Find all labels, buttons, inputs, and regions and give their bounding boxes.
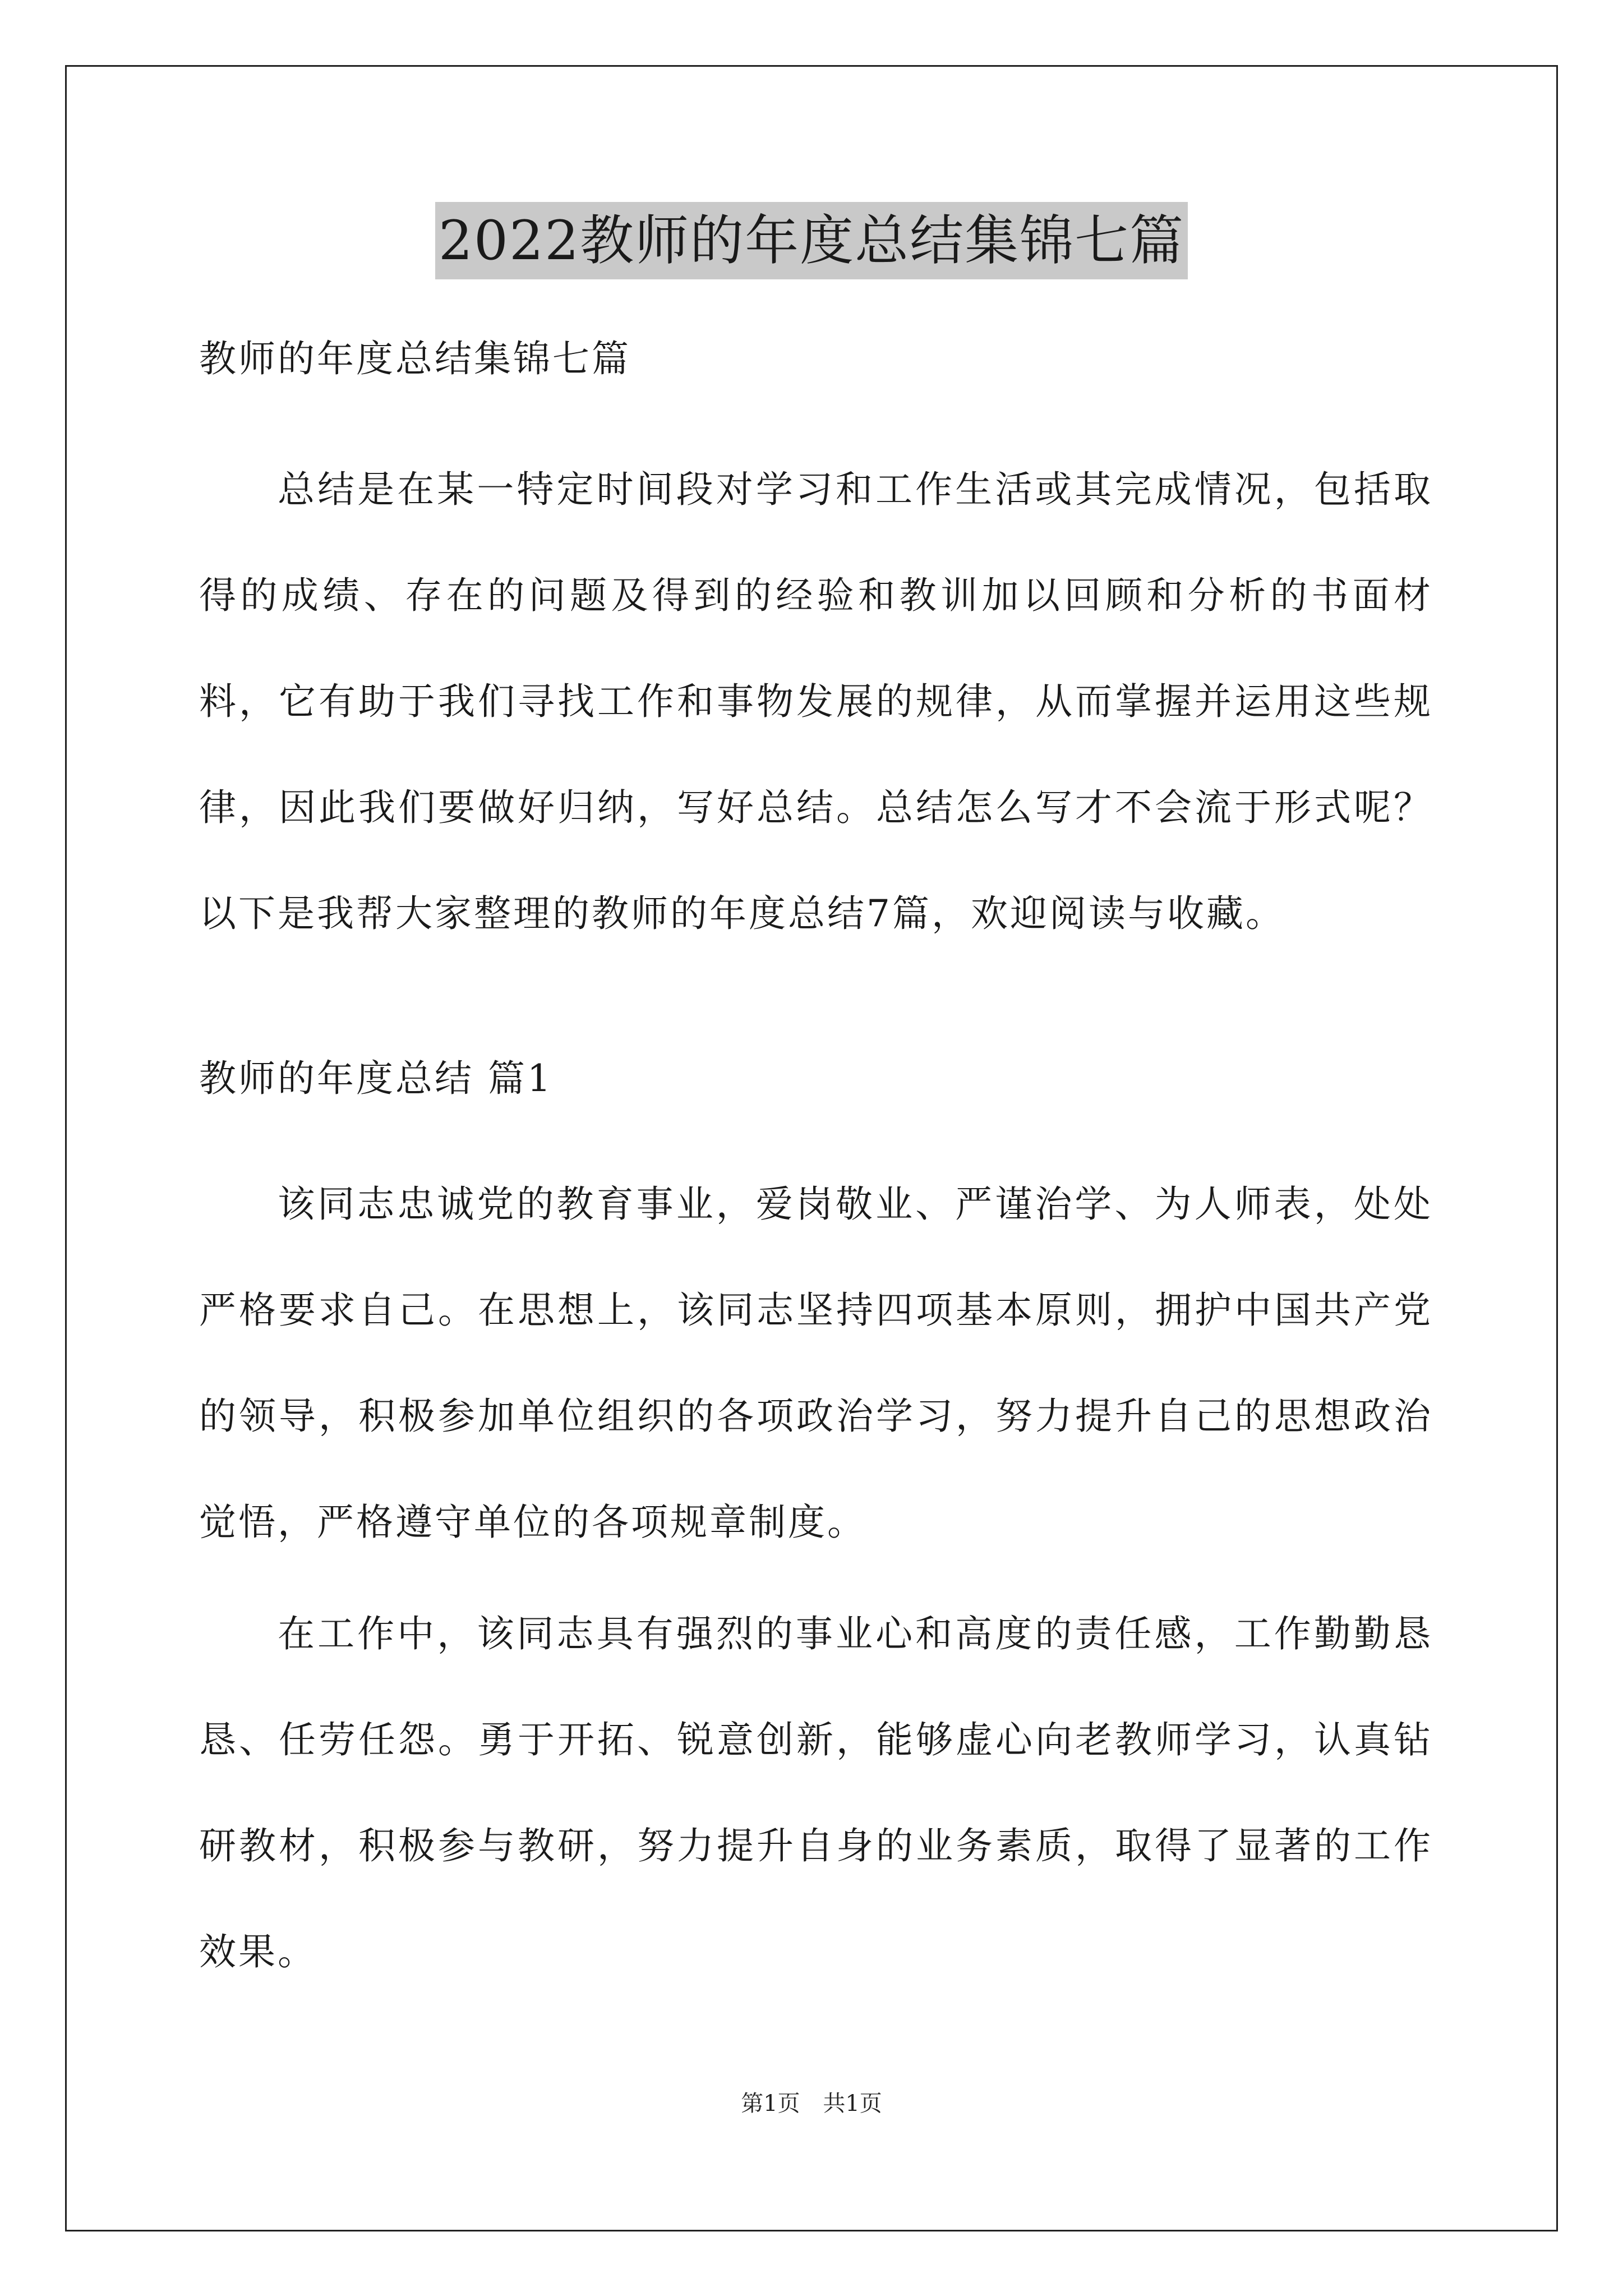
section-paragraph-2: 在工作中，该同志具有强烈的事业心和高度的责任感，工作勤勤恳恳、任劳任怨。勇于开拓、锐意创新，能够虚心向老教师学习，认真钻研教材，积极参与教研，努力提升自身的业务素质，取得了显著的工作效果。	[199, 1612, 1433, 1973]
section-paragraph-1: 该同志忠诚党的教育事业，爱岗敬业、严谨治学、为人师表，处处严格要求自己。在思想上，该同志坚持四项基本原则，拥护中国共产党的领导，积极参加单位组织的各项政治学习，努力提升自己的思想政治觉悟，严格遵守单位的各项规章制度。	[199, 1182, 1433, 1544]
document-subtitle: 教师的年度总结集锦七篇	[199, 337, 631, 380]
section-heading: 教师的年度总结 篇1	[199, 1057, 553, 1100]
page-number: 第1页	[741, 2091, 800, 2116]
page-footer	[0, 2088, 1623, 2119]
page-total: 共1页	[823, 2091, 882, 2116]
title-container	[0, 202, 1623, 279]
document-title: 2022教师的年度总结集锦七篇	[435, 202, 1188, 279]
intro-paragraph: 总结是在某一特定时间段对学习和工作生活或其完成情况，包括取得的成绩、存在的问题及得到的经验和教训加以回顾和分析的书面材料，它有助于我们寻找工作和事物发展的规律，从而掌握并运用这些规律，因此我们要做好归纳，写好总结。总结怎么写才不会流于形式呢？以下是我帮大家整理的教师的年度总结7篇，欢迎阅读与收藏。	[199, 468, 1433, 935]
